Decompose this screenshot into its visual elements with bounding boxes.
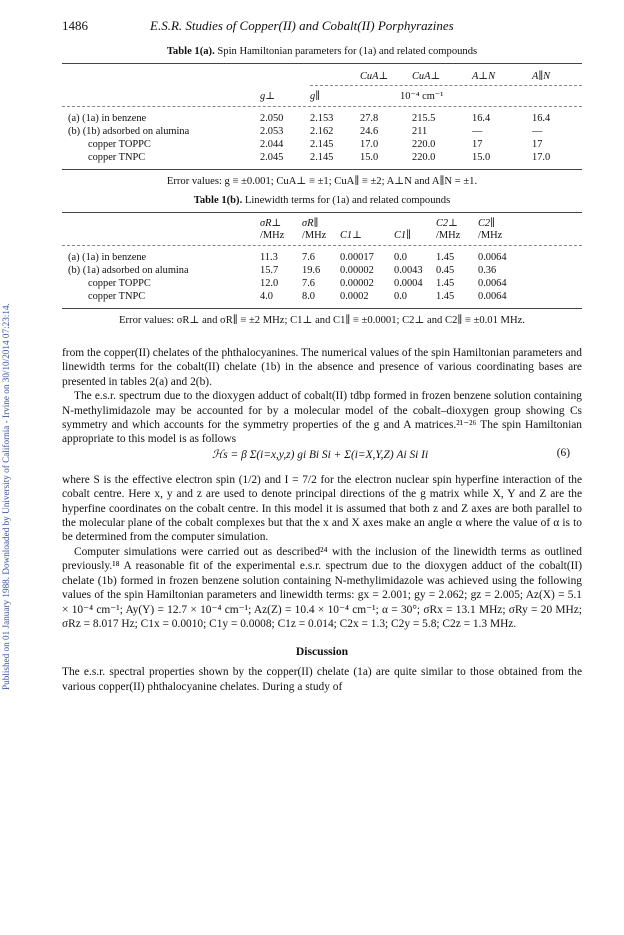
equation-formula: ℋs = β Σ(i=x,y,z) gi Bi Si + Σ(i=X,Y,Z) Ai Si Ii <box>212 448 429 461</box>
row-label: (a) (1a) in benzene <box>68 113 147 124</box>
table-cell: 220.0 <box>412 152 436 163</box>
paragraph: The e.s.r. spectrum due to the dioxygen adduct of cobalt(II) tdbp formed in frozen benzene solution containing N-methylimidazole may be accounted for by a molecular model of the cobalt–dioxygen group showing Cs symmetry and which accounts for the symmetry properties of the g and A matrices.²¹⁻²⁶ The spin Hamiltonian appropriate to this model is as follows <box>62 390 582 446</box>
table-cell: 0.0064 <box>478 278 507 289</box>
col-header: g⊥ <box>260 91 275 102</box>
table-cell: 0.45 <box>436 265 455 276</box>
section-heading: Discussion <box>295 645 349 659</box>
table-1a-caption <box>62 46 582 57</box>
table-cell: 0.00017 <box>340 252 374 263</box>
table-cell: 15.7 <box>260 265 279 276</box>
table-cell: 17.0 <box>360 139 379 150</box>
row-label: (b) (1b) adsorbed on alumina <box>68 126 190 137</box>
table-1b-caption <box>62 195 582 206</box>
table-cell: 16.4 <box>472 113 491 124</box>
table-row <box>62 150 582 163</box>
table-cell: 220.0 <box>412 139 436 150</box>
table-cell: 2.145 <box>310 152 334 163</box>
table-1b-error-note: Error values: σR⊥ and σR∥ ≡ ±2 MHz; C1⊥ and C1∥ ≡ ±0.0001; C2⊥ and C2∥ ≡ ±0.01 MHz. <box>119 315 525 326</box>
table-1a-top-rule <box>62 63 582 64</box>
table-cell: 1.45 <box>436 291 455 302</box>
table-cell: 1.45 <box>436 278 455 289</box>
table-cell: 24.6 <box>360 126 379 137</box>
table-cell: — <box>472 126 483 137</box>
table-1a-label: Table 1(a). <box>166 46 215 57</box>
table-cell: 2.053 <box>260 126 284 137</box>
table-row <box>62 263 582 276</box>
col-header: CuA⊥ <box>412 71 441 82</box>
paragraph: from the copper(II) chelates of the phthalocyanines. The numerical values of the spin Hamiltonian parameters and linewidth terms for the cobalt(II) chelate (1b) in the absence and presence of various coordinating bases are presented in tables 2(a) and 2(b). <box>62 347 582 388</box>
col-header <box>394 217 436 229</box>
table-cell: 17 <box>532 139 543 150</box>
table-cell: 2.145 <box>310 139 334 150</box>
row-label: (b) (1a) adsorbed on alumina <box>68 265 189 276</box>
table-cell: 17.0 <box>532 152 551 163</box>
table-cell: 2.045 <box>260 152 284 163</box>
col-header: A⊥N <box>472 71 496 82</box>
col-header: A∥N <box>532 71 551 82</box>
table-cell: 8.0 <box>302 291 315 302</box>
table-cell: 0.0 <box>394 291 407 302</box>
table-1b-top-rule <box>62 212 582 213</box>
col-header: C2∥ <box>478 218 495 229</box>
table-1a-caption-text: Spin Hamiltonian parameters for (1a) and related compounds <box>217 46 478 57</box>
table-cell: 15.0 <box>360 152 379 163</box>
table-1a-header-bottom <box>62 86 582 102</box>
table-cell: 1.45 <box>436 252 455 263</box>
table-1a-header-top <box>62 70 582 82</box>
table-1b-header-bottom <box>62 229 582 241</box>
table-cell: 0.36 <box>478 265 497 276</box>
table-cell: 0.0043 <box>394 265 423 276</box>
col-header-units: 10⁻⁴ cm⁻¹ <box>400 91 444 102</box>
table-cell: 2.050 <box>260 113 284 124</box>
col-header <box>260 70 310 82</box>
paragraph: where S is the effective electron spin (1/2) and I = 7/2 for the electron nuclear spin hyperfine interaction of the cobalt centre. Here x, y and z are used to denote principal directions of the g matrix while X, Y and Z are the hyperfine coordinates on the cobalt centre. In this model it is assumed that both z and Z axes are both parallel to the molecular plane of the cobalt complexes but that the x and X axes make an angle α where the value of α is to be determined from the computer simulation. <box>62 473 582 544</box>
table-1b-label: Table 1(b). <box>193 195 243 206</box>
table-row <box>62 111 582 124</box>
col-header: C1∥ <box>394 230 411 241</box>
table-1a-error-note: Error values: g ≡ ±0.001; CuA⊥ ≡ ±1; CuA∥ ≡ ±2; A⊥N and A∥N = ±1. <box>166 176 478 187</box>
table-cell: 0.0002 <box>340 291 369 302</box>
page-number: 1486 <box>62 18 88 33</box>
table-cell: 0.00002 <box>340 265 374 276</box>
col-header: /MHz <box>436 230 461 241</box>
table-1a <box>62 70 582 163</box>
col-header: σR⊥ <box>260 218 282 229</box>
paragraph: The e.s.r. spectral properties shown by the copper(II) chelate (1a) are quite similar to those obtained from the various copper(II) phthalocyanine chelates. During a study of <box>62 666 582 693</box>
paragraph: Computer simulations were carried out as described²⁴ with the inclusion of the linewidth terms as outlined previously.¹⁸ A reasonable fit of the experimental e.s.r. spectrum due to the dioxygen adduct of the cobalt(II) chelate (1b) formed in frozen benzene solution containing N-methylimidazole was achieved using the following values of the spin Hamiltonian parameters and linewidth terms: gx = 2.001; gy = 2.062; gz = 2.005; Az(X) = 5.1 × 10⁻⁴ cm⁻¹; Ay(Y) = 12.7 × 10⁻⁴ cm⁻¹; Az(Z) = 10.4 × 10⁻⁴ cm⁻¹; α = 30°; σRx = 13.1 MHz; σRy = 20 MHz; σRz = 8.017 Hz; C1x = 0.0010; C1y = 0.0008; C1z = 0.014; C2x = 1.3; C2y = 5.8; C2z = 1.3 MHz. <box>62 545 582 630</box>
table-cell: — <box>532 126 543 137</box>
row-label: copper TOPPC <box>88 278 151 289</box>
col-header: /MHz <box>302 230 327 241</box>
table-1b <box>62 217 582 302</box>
table-cell: 2.153 <box>310 113 334 124</box>
table-row <box>62 276 582 289</box>
table-cell: 215.5 <box>412 113 436 124</box>
table-1a-bottom-rule <box>62 169 582 170</box>
body-text <box>62 346 582 694</box>
col-header: C1⊥ <box>340 230 362 241</box>
table-cell: 16.4 <box>532 113 551 124</box>
table-row <box>62 250 582 263</box>
table-1b-caption-text: Linewidth terms for (1a) and related compounds <box>244 195 451 206</box>
col-header: /MHz <box>260 230 285 241</box>
table-cell: 2.162 <box>310 126 334 137</box>
col-header: g∥ <box>310 91 320 102</box>
equation-6 <box>62 447 582 473</box>
row-label: copper TNPC <box>88 152 146 163</box>
table-row <box>62 137 582 150</box>
table-cell: 17 <box>472 139 483 150</box>
table-cell: 0.0064 <box>478 252 507 263</box>
row-label: copper TOPPC <box>88 139 151 150</box>
row-label: (a) (1a) in benzene <box>68 252 147 263</box>
running-title: E.S.R. Studies of Copper(II) and Cobalt(II) Porphyrazines <box>150 18 454 33</box>
page-header <box>62 18 582 38</box>
table-row <box>62 124 582 137</box>
col-header: σR∥ <box>302 218 319 229</box>
table-cell: 12.0 <box>260 278 279 289</box>
col-header <box>340 217 394 229</box>
table-cell: 7.6 <box>302 278 315 289</box>
table-cell: 0.00002 <box>340 278 374 289</box>
table-cell: 11.3 <box>260 252 278 263</box>
table-cell: 0.0004 <box>394 278 423 289</box>
download-watermark-text: Published on 01 January 1988. Downloaded by University of California - Irvine on 30/10/2014 07:23:14. <box>1 303 11 690</box>
download-watermark <box>1 90 17 690</box>
table-cell: 27.8 <box>360 113 379 124</box>
table-cell: 0.0064 <box>478 291 507 302</box>
page <box>62 18 582 694</box>
table-cell: 4.0 <box>260 291 273 302</box>
table-row <box>62 289 582 302</box>
table-cell: 15.0 <box>472 152 491 163</box>
row-label: copper TNPC <box>88 291 146 302</box>
table-1b-bottom-rule <box>62 308 582 309</box>
table-cell: 2.044 <box>260 139 284 150</box>
col-header: C2⊥ <box>436 218 458 229</box>
equation-number: (6) <box>556 446 570 459</box>
table-cell: 211 <box>412 126 428 137</box>
table-cell: 0.0 <box>394 252 407 263</box>
col-header <box>310 70 360 82</box>
table-1b-header-top <box>62 217 582 229</box>
col-header: CuA⊥ <box>360 71 389 82</box>
table-cell: 7.6 <box>302 252 315 263</box>
table-cell: 19.6 <box>302 265 321 276</box>
col-header: /MHz <box>478 230 503 241</box>
